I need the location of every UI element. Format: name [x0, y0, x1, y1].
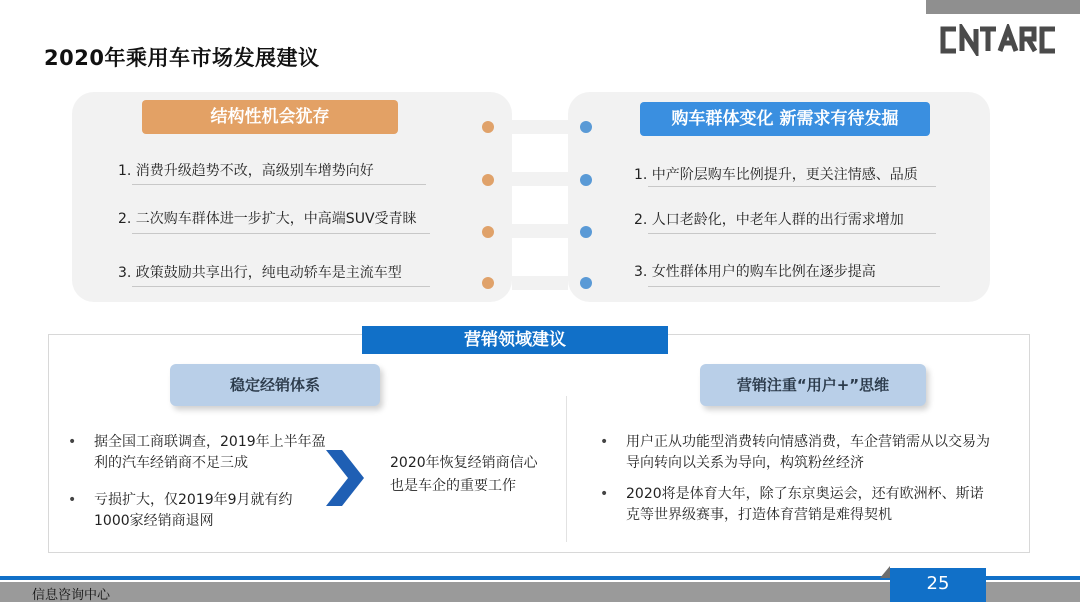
right-list-item: 2. 人口老龄化，中老年人群的出行需求增加	[634, 212, 904, 228]
page-number: 25	[890, 568, 986, 602]
left-list-item: 1. 消费升级趋势不改，高级别车增势向好	[118, 163, 374, 179]
dealer-conclusion: 2020年恢复经销商信心也是车企的重要工作	[390, 455, 538, 494]
marketing-banner: 营销领域建议	[362, 326, 668, 354]
item-underline	[132, 233, 430, 234]
bullet-icon: •	[600, 486, 609, 502]
blue-dot	[580, 174, 592, 186]
item-underline	[648, 186, 936, 187]
user-plus-heading: 营销注重“用户+”思维	[700, 364, 926, 406]
blue-dot	[580, 121, 592, 133]
dealer-bullet: 亏损扩大，仅2019年9月就有约1000家经销商退网	[94, 492, 293, 529]
connector-bar	[512, 276, 568, 290]
user-plus-bullet: 2020将是体育大年，除了东京奥运会，还有欧洲杯、斯诺克等世界级赛事，打造体育营销是难得契机	[626, 486, 984, 523]
left-list-item: 3. 政策鼓励共享出行，纯电动轿车是主流车型	[118, 265, 402, 281]
right-list-item: 3. 女性群体用户的购车比例在逐步提高	[634, 264, 876, 280]
top-accent-bar	[926, 0, 1080, 14]
item-underline	[648, 233, 936, 234]
item-underline	[132, 286, 430, 287]
connector-bar	[512, 172, 568, 186]
right-panel-heading: 购车群体变化 新需求有待发掘	[640, 102, 930, 136]
section-divider	[566, 396, 567, 542]
orange-dot	[482, 174, 494, 186]
bullet-icon: •	[68, 434, 77, 450]
dealer-heading: 稳定经销体系	[170, 364, 380, 406]
orange-dot	[482, 121, 494, 133]
bullet-icon: •	[68, 492, 77, 508]
blue-dot	[580, 277, 592, 289]
item-underline	[648, 286, 940, 287]
item-underline	[132, 184, 426, 185]
right-list-item: 1. 中产阶层购车比例提升，更关注情感、品质	[634, 167, 918, 183]
orange-dot	[482, 277, 494, 289]
orange-dot	[482, 226, 494, 238]
left-list-item: 2. 二次购车群体进一步扩大，中高端SUV受青睐	[118, 211, 417, 227]
user-plus-bullet: 用户正从功能型消费转向情感消费，车企营销需从以交易为导向转向以关系为导向，构筑粉丝经济	[626, 434, 990, 471]
bullet-icon: •	[600, 434, 609, 450]
connector-bar	[512, 120, 568, 134]
blue-dot	[580, 226, 592, 238]
dealer-bullet: 据全国工商联调查，2019年上半年盈利的汽车经销商不足三成	[94, 434, 326, 471]
footer-department: 信息咨询中心	[32, 588, 111, 602]
logo-icon	[938, 24, 1060, 56]
page-title: 2020年乘用车市场发展建议	[44, 46, 320, 70]
connector-bar	[512, 224, 568, 238]
page-corner-icon	[880, 566, 890, 578]
chevron-right-icon	[322, 448, 366, 508]
left-panel-heading: 结构性机会犹存	[142, 100, 398, 134]
